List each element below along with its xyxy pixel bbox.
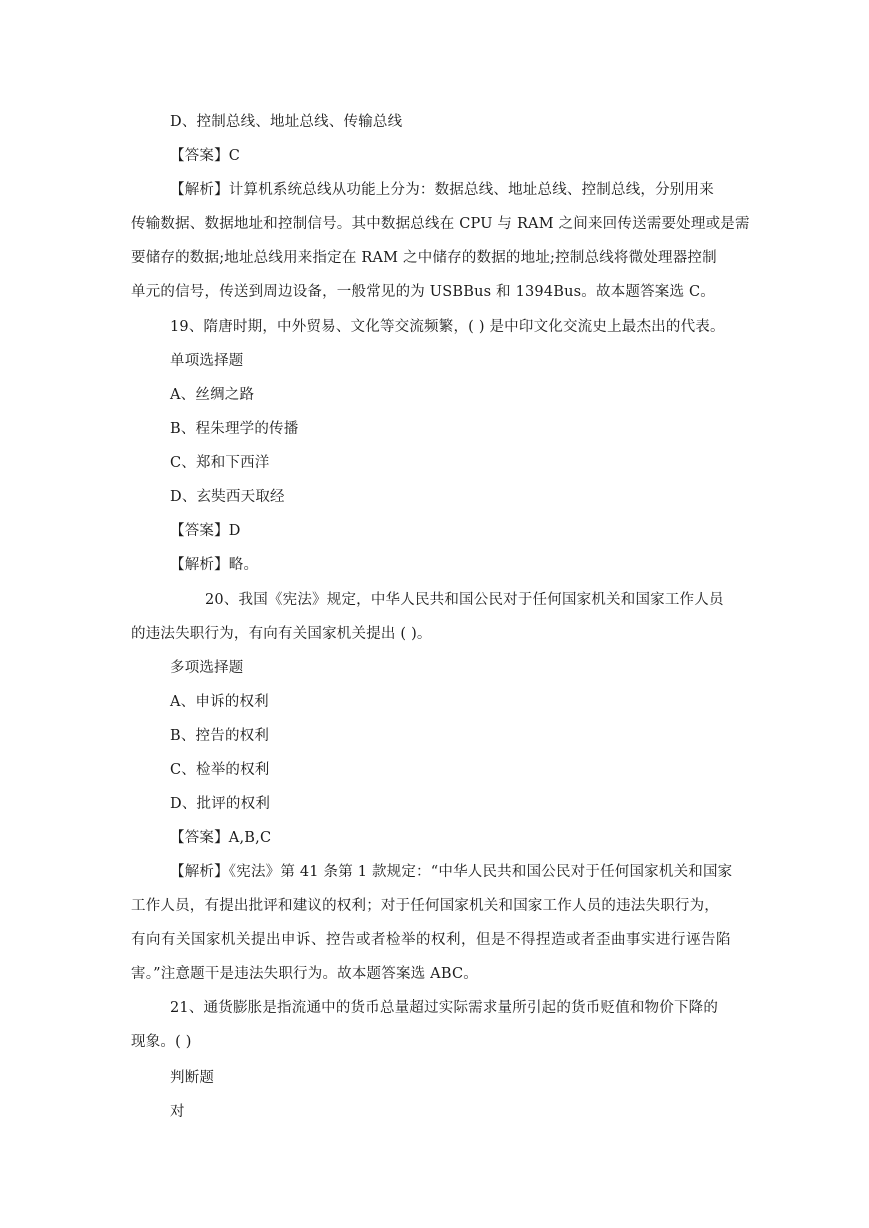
q21-type: 判断题 bbox=[170, 1070, 215, 1086]
q20-answer: 【答案】A,B,C bbox=[170, 830, 272, 846]
q20-analysis-line-2: 工作人员，有提出批评和建议的权利；对于任何国家机关和国家工作人员的违法失职行为， bbox=[131, 898, 719, 914]
q20-option-a: A、申诉的权利 bbox=[170, 694, 269, 710]
q18-answer: 【答案】C bbox=[170, 148, 241, 164]
q21-option: 对 bbox=[170, 1104, 185, 1120]
q19-option-d: D、玄奘西天取经 bbox=[170, 489, 285, 505]
q20-type: 多项选择题 bbox=[170, 660, 244, 676]
q18-analysis-line-4: 单元的信号，传送到周边设备，一般常见的为 USBBus 和 1394Bus。故本题答案选 C。 bbox=[131, 284, 716, 300]
q21-stem-line-1: 21、通货膨胀是指流通中的货币总量超过实际需求量所引起的货币贬值和物价下降的 bbox=[170, 1000, 719, 1016]
q19-option-c: C、郑和下西洋 bbox=[170, 455, 270, 471]
q20-analysis-line-4: 害。”注意题干是违法失职行为。故本题答案选 ABC。 bbox=[131, 966, 478, 982]
q19-type: 单项选择题 bbox=[170, 353, 244, 369]
q19-option-b: B、程朱理学的传播 bbox=[170, 421, 299, 437]
q19-stem: 19、隋唐时期，中外贸易、文化等交流频繁，( ) 是中印文化交流史上最杰出的代表。 bbox=[170, 319, 725, 335]
q18-option-d: D、控制总线、地址总线、传输总线 bbox=[170, 114, 403, 130]
q20-option-c: C、检举的权利 bbox=[170, 762, 270, 778]
q20-stem-line-2: 的违法失职行为，有向有关国家机关提出 ( )。 bbox=[131, 626, 432, 642]
q19-answer: 【答案】D bbox=[170, 523, 241, 539]
q20-analysis-line-1: 【解析】《宪法》第 41 条第 1 款规定：“中华人民共和国公民对于任何国家机关和国家 bbox=[170, 864, 733, 880]
q18-analysis-line-2: 传输数据、数据地址和控制信号。其中数据总线在 CPU 与 RAM 之间来回传送需要处理或是需 bbox=[131, 216, 750, 232]
q18-analysis-line-1: 【解析】计算机系统总线从功能上分为：数据总线、地址总线、控制总线，分别用来 bbox=[170, 182, 714, 198]
q20-stem-line-1: 20、我国《宪法》规定，中华人民共和国公民对于任何国家机关和国家工作人员 bbox=[205, 592, 724, 608]
q20-option-d: D、批评的权利 bbox=[170, 796, 271, 812]
q20-option-b: B、控告的权利 bbox=[170, 728, 270, 744]
q21-stem-line-2: 现象。( ) bbox=[131, 1034, 192, 1050]
q19-option-a: A、丝绸之路 bbox=[170, 387, 255, 403]
q19-analysis: 【解析】略。 bbox=[170, 557, 259, 573]
q18-analysis-line-3: 要储存的数据;地址总线用来指定在 RAM 之中储存的数据的地址;控制总线将微处理器控制 bbox=[131, 250, 717, 266]
q20-analysis-line-3: 有向有关国家机关提出申诉、控告或者检举的权利，但是不得捏造或者歪曲事实进行诬告陷 bbox=[131, 932, 731, 948]
